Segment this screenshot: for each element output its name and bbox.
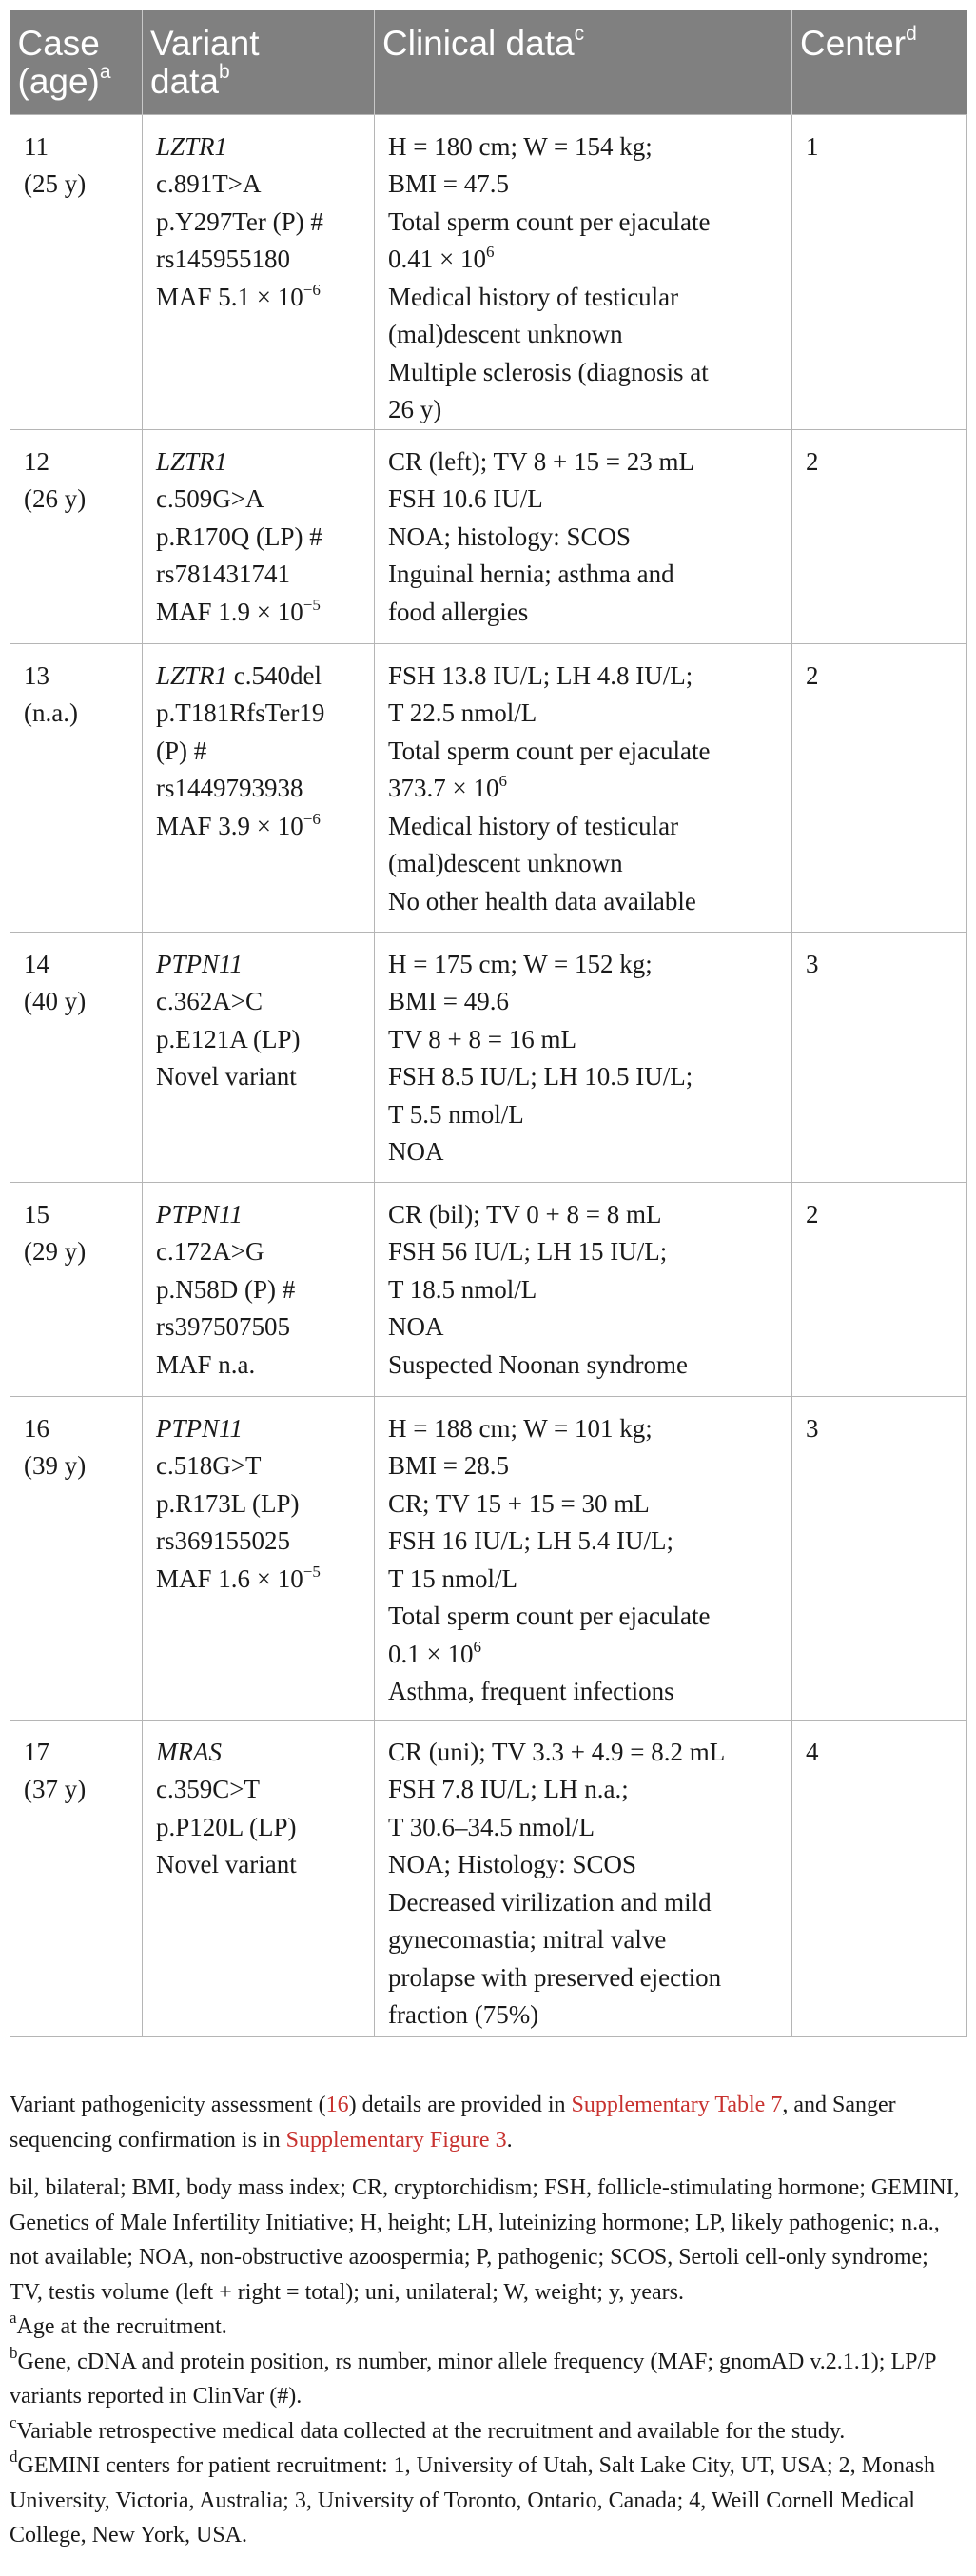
header-clinical: Clinical data$^c$ — [375, 10, 792, 114]
center-cell: 2 — [792, 643, 967, 932]
header-variant: Variant data$^b$ — [143, 10, 375, 114]
clinical-cell: CR (uni); TV 3.3 + 4.9 = 8.2 mL FSH 7.8 IU/L; LH n.a.; T 30.6–34.5 nmol/L NOA; Histology: SCOS Decreased virilization and mild gynecomastia; mitral valve prolapse with preserved ejection fraction (75%) — [375, 1720, 792, 2036]
variant-cell: PTPN11 c.172A>G p.N58D (P) # rs397507505 MAF n.a. — [143, 1182, 375, 1396]
clinical-cell: CR (left); TV 8 + 15 = 23 mL FSH 10.6 IU/L NOA; histology: SCOS Inguinal hernia; asthma and food allergies — [375, 429, 792, 643]
variant-cell: PTPN11 c.518G>T p.R173L (LP) rs369155025 MAF $1.6 \times 10^{-5}$ — [143, 1396, 375, 1720]
variant-cell: LZTR1 c.540del p.T181RfsTer19 (P) # rs1449793938 MAF $3.9 \times 10^{-6}$ — [143, 643, 375, 932]
footnote-d: $^d$GEMINI centers for patient recruitment: 1, University of Utah, Salt Lake City, UT, USA; 2, Monash University, Victoria, Australia; 3, University of Toronto, Ontario, Canada; 4, Weill Cornell Medical College, New York, USA. — [10, 2448, 935, 2547]
clinical-cell: CR (bil); TV 0 + 8 = 8 mL FSH 56 IU/L; LH 15 IU/L; T 18.5 nmol/L NOA Suspected Noonan syndrome — [375, 1182, 792, 1396]
footnote-a: $^a$Age at the recruitment. — [10, 2309, 227, 2339]
variant-cell: MRAS c.359C>T p.P120L (LP) Novel variant — [143, 1720, 375, 2036]
supplementary-table-link[interactable]: Supplementary Table 7 — [571, 2093, 783, 2117]
center-cell: 2 — [792, 1182, 967, 1396]
clinical-cell: H = 175 cm; W = 152 kg; BMI = 49.6 TV 8 + 8 = 16 mL FSH 8.5 IU/L; LH 10.5 IU/L; T 5.5 nmol/L NOA — [375, 932, 792, 1182]
table-row — [10, 1182, 967, 1396]
header-center: Center$^d$ — [792, 10, 967, 114]
center-cell: 1 — [792, 114, 967, 429]
variant-cell: PTPN11 c.362A>C p.E121A (LP) Novel variant — [143, 932, 375, 1182]
table-row — [10, 114, 967, 429]
table-row — [10, 932, 967, 1182]
center-cell: 3 — [792, 1396, 967, 1720]
table-row — [10, 1720, 967, 2036]
variant-cell: LZTR1 c.891T>A p.Y297Ter (P) # rs145955180 MAF $5.1 \times 10^{-6}$ — [143, 114, 375, 429]
variants-table — [10, 10, 967, 2037]
table-footnotes — [10, 2088, 966, 2553]
case-cell: 11 (25 y) — [10, 114, 143, 429]
footnote-supplementary: Variant pathogenicity assessment (16) details are provided in Supplementary Table 7, and Sanger sequencing confirmation is in Supplementary Figure 3. — [10, 2093, 896, 2153]
footnote-abbreviations: bil, bilateral; BMI, body mass index; CR, cryptorchidism; FSH, follicle-stimulating hormone; GEMINI, Genetics of Male Infertility Initiative; H, height; LH, luteinizing hormone; LP, likely pathogenic; n.a., not available; NOA, non-obstructive azoospermia; P, pathogenic; SCOS, Sertoli cell-only syndrome; TV, testis volume (left + right = total); uni, unilateral; W, weight; y, years. — [10, 2175, 960, 2305]
table-row — [10, 1396, 967, 1720]
center-cell: 4 — [792, 1720, 967, 2036]
footnote-c: $^c$Variable retrospective medical data collected at the recruitment and available for the study. — [10, 2412, 846, 2444]
header-case: Case (age)$^a$ — [10, 10, 143, 114]
case-cell: 12 (26 y) — [10, 429, 143, 643]
footnote-b: $^b$Gene, cDNA and protein position, rs number, minor allele frequency (MAF; gnomAD v.2.1.1); LP/P variants reported in ClinVar (#). — [10, 2343, 936, 2409]
case-cell: 16 (39 y) — [10, 1396, 143, 1720]
center-cell: 2 — [792, 429, 967, 643]
case-cell: 17 (37 y) — [10, 1720, 143, 2036]
reference-link[interactable]: 16 — [325, 2093, 349, 2117]
variant-cell: LZTR1 c.509G>A p.R170Q (LP) # rs781431741 MAF $1.9 \times 10^{-5}$ — [143, 429, 375, 643]
case-cell: 15 (29 y) — [10, 1182, 143, 1396]
center-cell: 3 — [792, 932, 967, 1182]
table-row — [10, 643, 967, 932]
header-row — [10, 10, 967, 114]
clinical-cell: H = 188 cm; W = 101 kg; BMI = 28.5 CR; TV 15 + 15 = 30 mL FSH 16 IU/L; LH 5.4 IU/L; T 15 nmol/L Total sperm count per ejaculate $0.1 \times 10^6$ Asthma, frequent infections — [375, 1396, 792, 1720]
clinical-cell: H = 180 cm; W = 154 kg; BMI = 47.5 Total sperm count per ejaculate $0.41 \times 10^6$ Medical history of testicular (mal)descent unknown Multiple sclerosis (diagnosis at 26 y) — [375, 114, 792, 429]
clinical-cell: FSH 13.8 IU/L; LH 4.8 IU/L; T 22.5 nmol/L Total sperm count per ejaculate $373.7 \times 10^6$ Medical history of testicular (mal)descent unknown No other health data available — [375, 643, 792, 932]
supplementary-figure-link[interactable]: Supplementary Figure 3 — [285, 2127, 507, 2153]
table-row — [10, 429, 967, 643]
case-cell: 14 (40 y) — [10, 932, 143, 1182]
case-cell: 13 (n.a.) — [10, 643, 143, 932]
